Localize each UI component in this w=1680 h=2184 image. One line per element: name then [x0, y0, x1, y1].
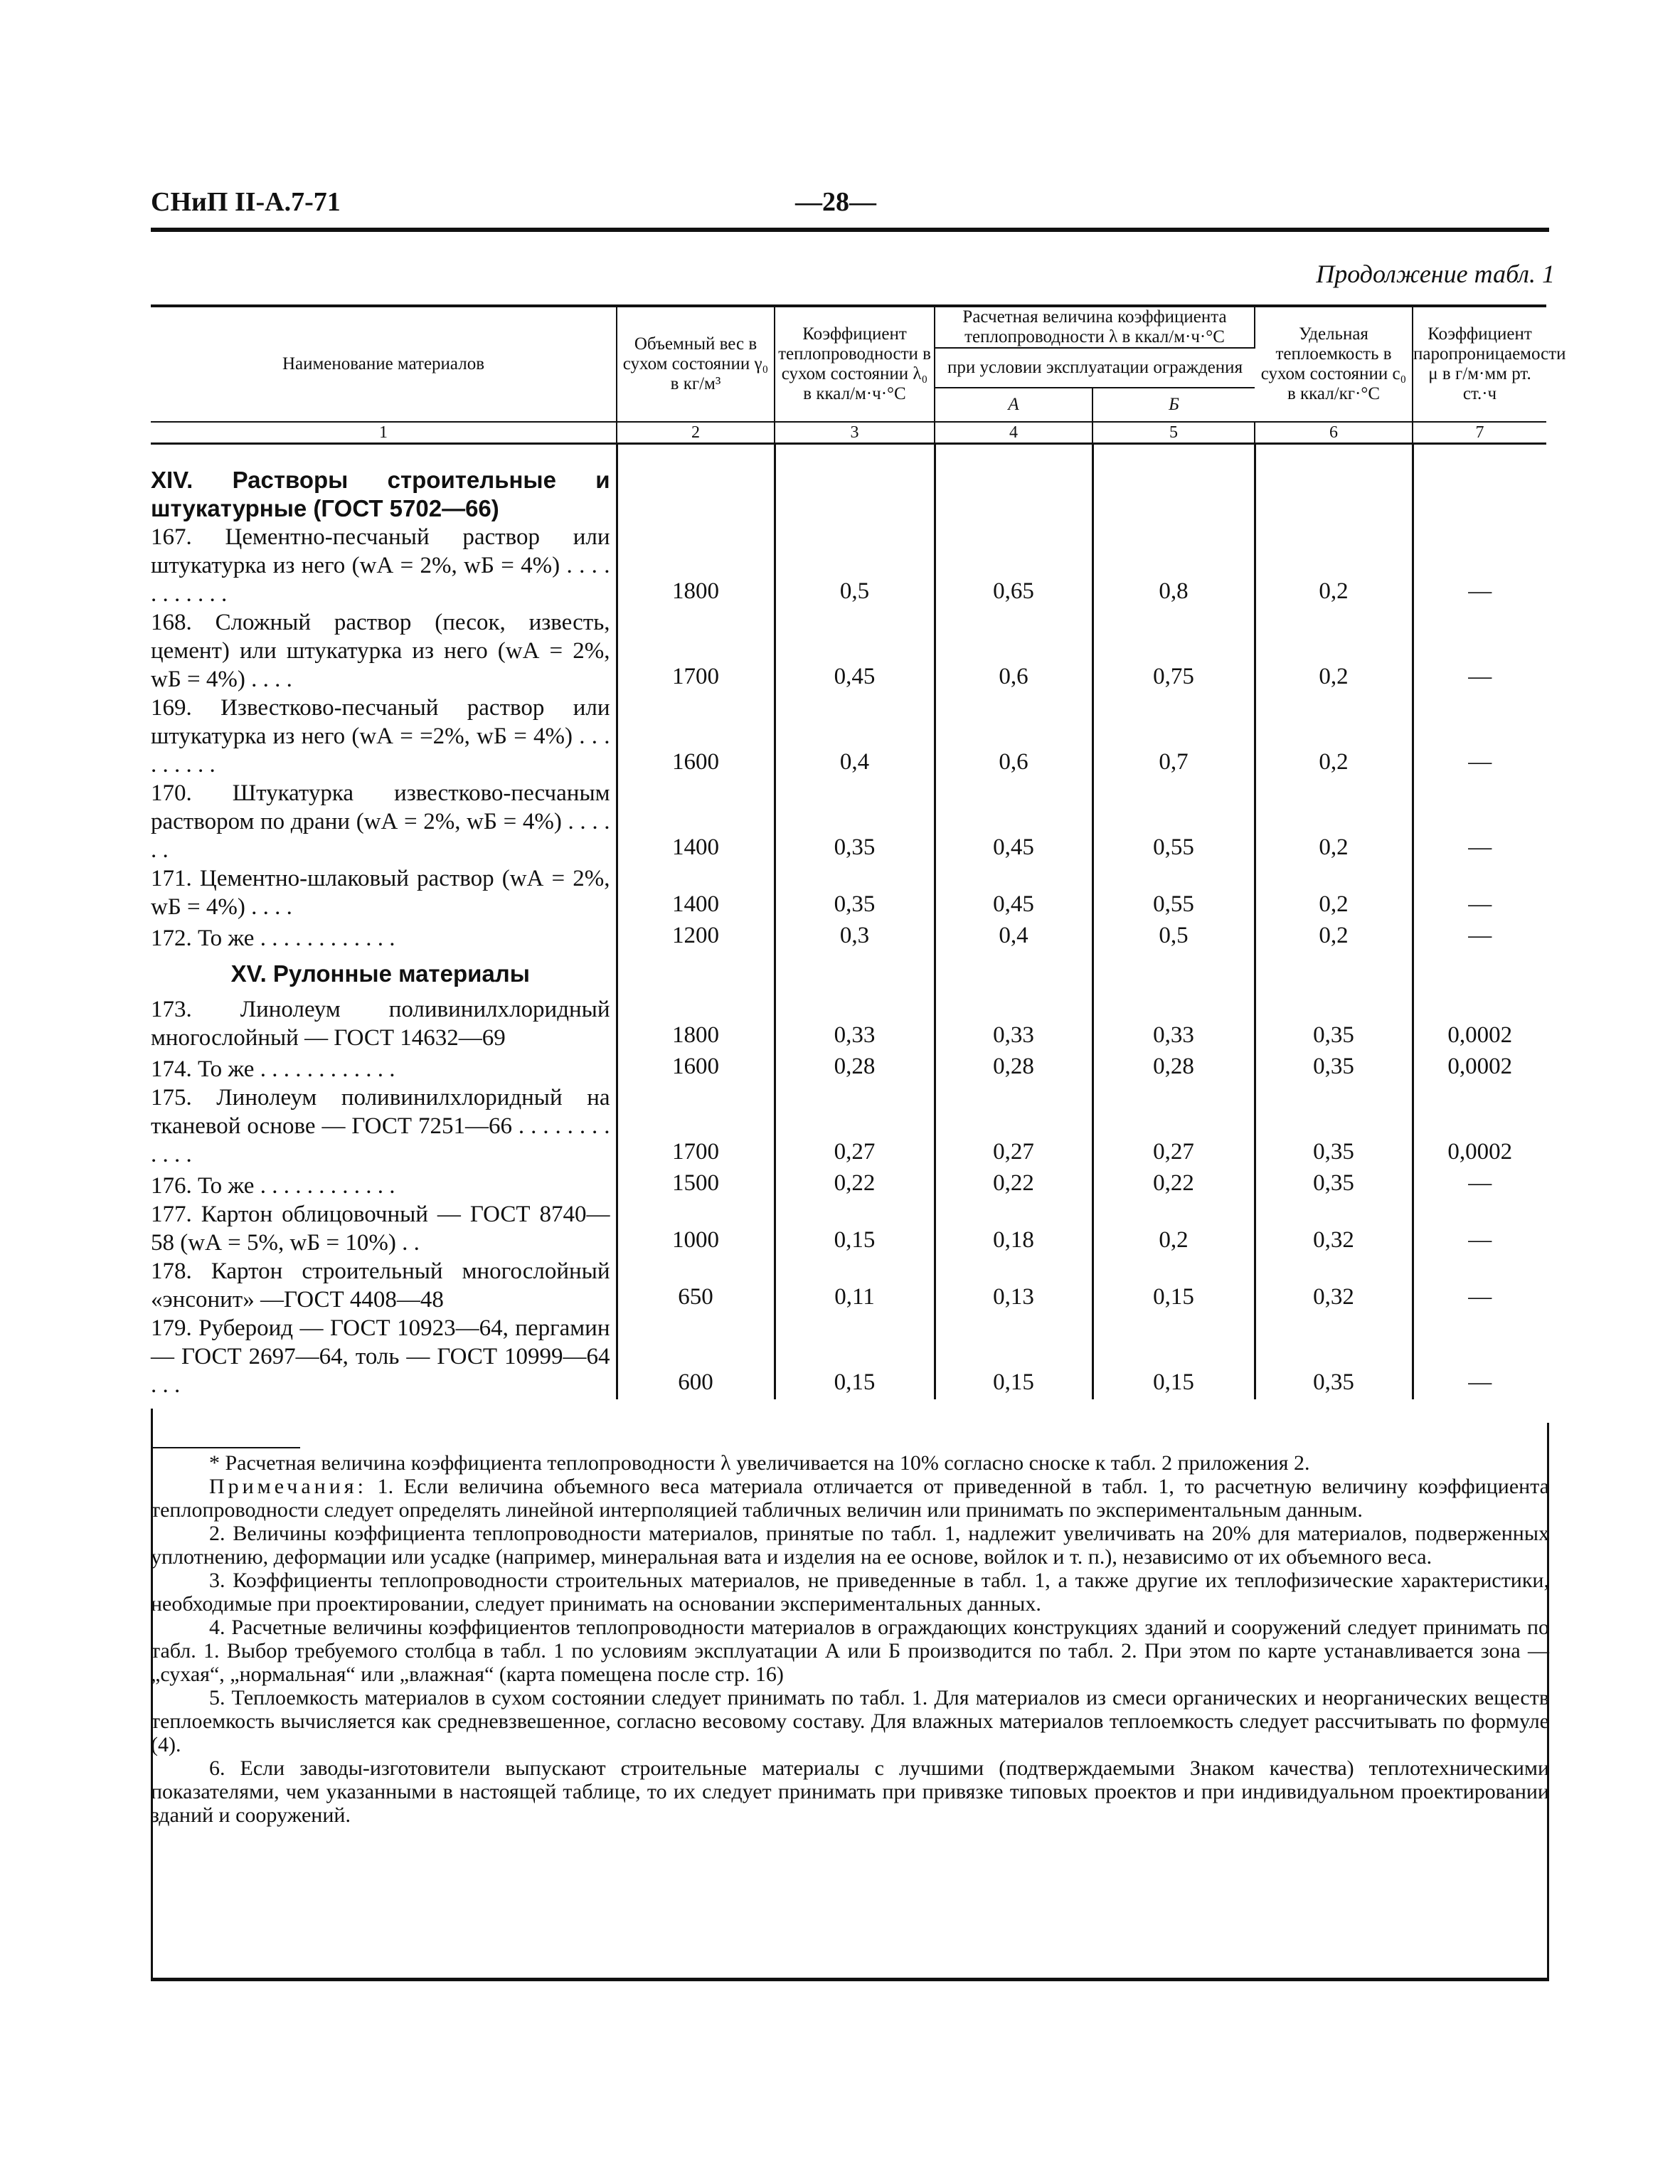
section-title-xiv: XIV. Растворы строительные и штукатурные (ГОСТ 5702—66) [151, 444, 617, 524]
material-name: 173. Линолеум поливинилхлоридный многослойный — ГОСТ 14632—69 [151, 995, 617, 1052]
table-row [151, 1314, 1546, 1399]
table-row [151, 694, 1546, 779]
bulk-density: 1700 [617, 608, 775, 694]
section-row [151, 953, 1546, 995]
header-vapor-permeability: Коэффициент паропроницаемости μ в г/м·мм рт. ст.·ч [1413, 306, 1546, 422]
conductivity-b: 0,27 [1092, 1083, 1255, 1169]
column-number: 4 [935, 422, 1092, 444]
vapor-permeability: 0,0002 [1447, 1054, 1513, 1079]
column-number: 7 [1413, 422, 1546, 444]
column-number: 6 [1255, 422, 1413, 444]
vapor-permeability: — [1468, 1227, 1492, 1253]
note-4: 4. Расчетные величины коэффициентов теплопроводности материалов в ограждающих конструкциях зданий и сооружений следует принимать по табл. 1. Выбор требуемого столбца в табл. 1 по условиям эксплуатации А или Б производится по табл. 2. При этом по карте устанавливается зона — „сухая“, „нормальная“ или „влажная“ (карта помещена после стр. 16) [151, 1616, 1549, 1686]
materials-table [151, 304, 1566, 1399]
specific-heat: 0,2 [1255, 921, 1413, 953]
material-name: 177. Картон облицовочный — ГОСТ 8740—58 (wА = 5%, wБ = 10%) . . [151, 1200, 617, 1257]
notes-block [151, 1451, 1549, 1827]
material-name: 169. Известково-песчаный раствор или штукатурка из него (wА = =2%, wБ = 4%) . . . . . . . . . [151, 694, 617, 779]
specific-heat: 0,2 [1255, 608, 1413, 694]
table-row [151, 1257, 1546, 1314]
header-design-conductivity: Расчетная величина коэффициента теплопроводности λ в ккал/м·ч·°С [935, 306, 1255, 348]
bulk-density: 1700 [617, 1083, 775, 1169]
specific-heat: 0,35 [1255, 1169, 1413, 1200]
specific-heat: 0,32 [1255, 1257, 1413, 1314]
dry-conductivity: 0,33 [775, 995, 935, 1052]
header-rule [151, 228, 1549, 232]
vapor-permeability: — [1468, 1170, 1492, 1196]
conductivity-a: 0,27 [935, 1083, 1092, 1169]
dry-conductivity: 0,15 [775, 1200, 935, 1257]
table-row [151, 995, 1546, 1052]
table-row [151, 523, 1546, 608]
material-name: 170. Штукатурка известково-песчаным раствором по драни (wА = 2%, wБ = 4%) . . . . . . [151, 779, 617, 864]
header-material-name: Наименование материалов [151, 306, 617, 422]
vapor-permeability: — [1468, 578, 1492, 604]
table-row [151, 921, 1546, 953]
conductivity-b: 0,8 [1092, 523, 1255, 608]
specific-heat: 0,35 [1255, 995, 1413, 1052]
header-specific-heat: Удельная теплоемкость в сухом состоянии с₀ в ккал/кг·°С [1255, 306, 1413, 422]
material-name: 174. То же . . . . . . . . . . . . [151, 1052, 617, 1083]
note-3: 3. Коэффициенты теплопроводности строительных материалов, не приведенные в табл. 1, а также другие их теплофизические характеристики, необходимые при проектировании, следует принимать на основании экспериментальных данных. [151, 1569, 1549, 1616]
dry-conductivity: 0,11 [775, 1257, 935, 1314]
table-row [151, 608, 1546, 694]
conductivity-a: 0,18 [935, 1200, 1092, 1257]
bulk-density: 1600 [617, 694, 775, 779]
conductivity-a: 0,6 [935, 694, 1092, 779]
dry-conductivity: 0,5 [775, 523, 935, 608]
notes-label: Примечания: [209, 1475, 367, 1498]
footnote-rule [151, 1447, 300, 1448]
conductivity-a: 0,65 [935, 523, 1092, 608]
vapor-permeability: — [1468, 891, 1492, 917]
vapor-permeability: — [1468, 664, 1492, 689]
header-condition-a: А [935, 388, 1092, 422]
material-name: 172. То же . . . . . . . . . . . . [151, 921, 617, 953]
vapor-permeability: — [1468, 749, 1492, 775]
specific-heat: 0,2 [1255, 523, 1413, 608]
column-number: 3 [775, 422, 935, 444]
conductivity-b: 0,7 [1092, 694, 1255, 779]
specific-heat: 0,2 [1255, 694, 1413, 779]
section-row [151, 444, 1546, 524]
dry-conductivity: 0,27 [775, 1083, 935, 1169]
dry-conductivity: 0,22 [775, 1169, 935, 1200]
material-name: 171. Цементно-шлаковый раствор (wА = 2%, wБ = 4%) . . . . [151, 864, 617, 921]
material-name: 168. Сложный раствор (песок, известь, цемент) или штукатурка из него (wА = 2%, wБ = 4%) . . . . [151, 608, 617, 694]
dry-conductivity: 0,35 [775, 779, 935, 864]
conductivity-a: 0,15 [935, 1314, 1092, 1399]
conductivity-b: 0,28 [1092, 1052, 1255, 1083]
specific-heat: 0,35 [1255, 1083, 1413, 1169]
dry-conductivity: 0,45 [775, 608, 935, 694]
header-condition-b: Б [1092, 388, 1255, 422]
dry-conductivity: 0,4 [775, 694, 935, 779]
document-code: СНиП II-А.7-71 [151, 187, 341, 217]
column-number-row [151, 422, 1546, 444]
vapor-permeability: 0,0002 [1447, 1022, 1513, 1048]
column-number: 1 [151, 422, 617, 444]
bulk-density: 1000 [617, 1200, 775, 1257]
bulk-density: 1800 [617, 995, 775, 1052]
dry-conductivity: 0,15 [775, 1314, 935, 1399]
note-6: 6. Если заводы-изготовители выпускают строительные материалы с лучшими (подтверждаемыми Знаком качества) теплотехническими показателями, чем указанными в настоящей таблице, то их следует принимать при привязке типовых проектов и при индивидуальном проектировании зданий и сооружений. [151, 1756, 1549, 1827]
bulk-density: 1600 [617, 1052, 775, 1083]
vapor-permeability: 0,0002 [1447, 1139, 1513, 1165]
note-5: 5. Теплоемкость материалов в сухом состоянии следует принимать по табл. 1. Для материалов из смеси органических и неорганических веществ теплоемкость вычисляется как средневзвешенное, согласно весовому составу. Для влажных материалов теплоемкость следует рассчитывать по формуле (4). [151, 1686, 1549, 1756]
material-name: 175. Линолеум поливинилхлоридный на тканевой основе — ГОСТ 7251—66 . . . . . . . . . . . . [151, 1083, 617, 1169]
vapor-permeability: — [1468, 834, 1492, 860]
specific-heat: 0,2 [1255, 864, 1413, 921]
table-row [151, 779, 1546, 864]
table-continuation-label: Продолжение табл. 1 [1316, 260, 1555, 288]
table-row [151, 1200, 1546, 1257]
material-name: 179. Рубероид — ГОСТ 10923—64, пергамин — ГОСТ 2697—64, толь — ГОСТ 10999—64 . . . [151, 1314, 617, 1399]
conductivity-b: 0,55 [1092, 864, 1255, 921]
vapor-permeability: — [1468, 1284, 1492, 1310]
specific-heat: 0,35 [1255, 1052, 1413, 1083]
table-row [151, 1169, 1546, 1200]
conductivity-a: 0,4 [935, 921, 1092, 953]
header-bulk-density: Объемный вес в сухом состоянии γ₀ в кг/м³ [617, 306, 775, 422]
page-number: —28— [795, 187, 876, 217]
conductivity-a: 0,33 [935, 995, 1092, 1052]
dry-conductivity: 0,35 [775, 864, 935, 921]
conductivity-a: 0,45 [935, 864, 1092, 921]
bulk-density: 600 [617, 1314, 775, 1399]
conductivity-b: 0,22 [1092, 1169, 1255, 1200]
footnote: * Расчетная величина коэффициента теплопроводности λ увеличивается на 10% согласно сноске к табл. 2 приложения 2. [209, 1451, 1310, 1475]
note-1 [151, 1475, 1549, 1522]
bulk-density: 1400 [617, 864, 775, 921]
conductivity-a: 0,13 [935, 1257, 1092, 1314]
column-number: 5 [1092, 422, 1255, 444]
vapor-permeability: — [1468, 1369, 1492, 1395]
conductivity-a: 0,28 [935, 1052, 1092, 1083]
vapor-permeability: — [1468, 923, 1492, 948]
conductivity-b: 0,55 [1092, 779, 1255, 864]
header-dry-conductivity: Коэффициент теплопроводности в сухом состоянии λ₀ в ккал/м·ч·°С [775, 306, 935, 422]
page-bottom-rule [151, 1978, 1549, 1981]
bulk-density: 1400 [617, 779, 775, 864]
material-name: 176. То же . . . . . . . . . . . . [151, 1169, 617, 1200]
conductivity-b: 0,15 [1092, 1314, 1255, 1399]
bulk-density: 1200 [617, 921, 775, 953]
conductivity-b: 0,2 [1092, 1200, 1255, 1257]
conductivity-b: 0,75 [1092, 608, 1255, 694]
conductivity-b: 0,5 [1092, 921, 1255, 953]
table-row [151, 864, 1546, 921]
column-number: 2 [617, 422, 775, 444]
table-row [151, 1052, 1546, 1083]
header-operating-conditions: при условии эксплуатации ограждения [935, 348, 1255, 388]
note-2: 2. Величины коэффициента теплопроводности материалов, принятые по табл. 1, надлежит увеличивать на 20% для материалов, подверженных уплотнению, деформации или усадке (например, минеральная вата и изделия на ее основе, войлок и т. п.), независимо от их объемного веса. [151, 1522, 1549, 1569]
dry-conductivity: 0,28 [775, 1052, 935, 1083]
specific-heat: 0,35 [1255, 1314, 1413, 1399]
material-name: 178. Картон строительный многослойный «энсонит» —ГОСТ 4408—48 [151, 1257, 617, 1314]
section-title-xv: XV. Рулонные материалы [151, 953, 617, 995]
conductivity-b: 0,15 [1092, 1257, 1255, 1314]
specific-heat: 0,2 [1255, 779, 1413, 864]
bulk-density: 1500 [617, 1169, 775, 1200]
table-row [151, 1083, 1546, 1169]
conductivity-b: 0,33 [1092, 995, 1255, 1052]
conductivity-a: 0,22 [935, 1169, 1092, 1200]
material-name: 167. Цементно-песчаный раствор или штукатурка из него (wА = 2%, wБ = 4%) . . . . . . . . . . . [151, 523, 617, 608]
specific-heat: 0,32 [1255, 1200, 1413, 1257]
conductivity-a: 0,45 [935, 779, 1092, 864]
bulk-density: 650 [617, 1257, 775, 1314]
conductivity-a: 0,6 [935, 608, 1092, 694]
bulk-density: 1800 [617, 523, 775, 608]
note-1-text: 1. Если величина объемного веса материала отличается от приведенной в табл. 1, то расчетную величину коэффициента теплопроводности следует определять линейной интерполяцией табличных величин или принимать по экспериментальным данным. [151, 1475, 1550, 1522]
dry-conductivity: 0,3 [775, 921, 935, 953]
